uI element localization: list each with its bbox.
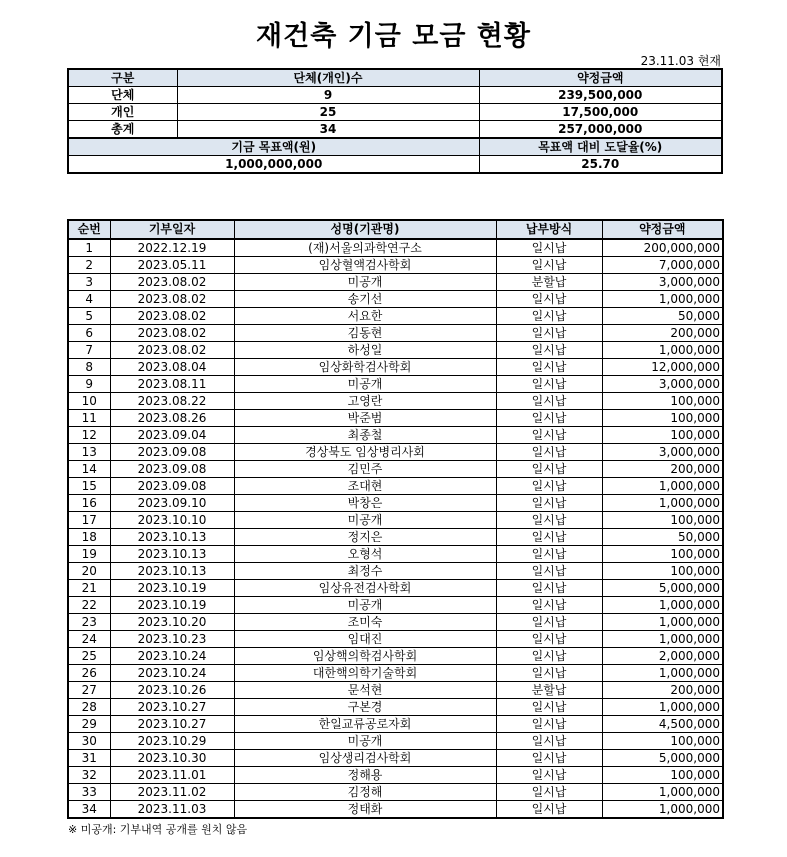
summary-header-category: 구분 [68,69,177,87]
donation-list-table [67,219,724,819]
footnote: ※ 미공개: 기부내역 공개를 원치 않음 [68,823,248,836]
row-name: 미공개 [234,376,496,393]
row-name: 오형석 [234,546,496,563]
row-name: 박창은 [234,495,496,512]
row-date: 2023.08.02 [110,342,234,359]
summary-row-individual [68,104,722,121]
table-row [68,512,723,529]
table-row [68,750,723,767]
row-no: 6 [68,325,110,342]
row-method: 일시납 [496,631,602,648]
table-row [68,427,723,444]
table-row [68,682,723,699]
row-name: 조미숙 [234,614,496,631]
table-row [68,563,723,580]
row-no: 23 [68,614,110,631]
row-no: 34 [68,801,110,819]
table-row [68,308,723,325]
row-date: 2023.05.11 [110,257,234,274]
row-no: 19 [68,546,110,563]
row-amount: 100,000 [602,512,723,529]
row-method: 분할납 [496,274,602,291]
row-date: 2023.09.04 [110,427,234,444]
row-date: 2023.09.08 [110,478,234,495]
row-method: 일시납 [496,393,602,410]
row-amount: 1,000,000 [602,784,723,801]
row-no: 10 [68,393,110,410]
row-name: 미공개 [234,733,496,750]
row-name: 경상북도 임상병리사회 [234,444,496,461]
row-method: 일시납 [496,699,602,716]
row-amount: 200,000,000 [602,239,723,257]
row-date: 2023.08.04 [110,359,234,376]
table-row [68,580,723,597]
row-method: 일시납 [496,325,602,342]
table-row [68,461,723,478]
row-method: 일시납 [496,716,602,733]
row-date: 2023.09.08 [110,444,234,461]
row-name: 최정수 [234,563,496,580]
row-no: 11 [68,410,110,427]
row-no: 7 [68,342,110,359]
row-date: 2023.10.13 [110,563,234,580]
goal-value: 1,000,000,000 [68,156,479,174]
row-method: 일시납 [496,648,602,665]
row-date: 2023.11.03 [110,801,234,819]
row-method: 일시납 [496,665,602,682]
as-of-date: 23.11.03 현재 [640,54,721,68]
row-date: 2023.10.19 [110,580,234,597]
row-method: 일시납 [496,427,602,444]
row-amount: 7,000,000 [602,257,723,274]
row-name: 박준범 [234,410,496,427]
row-method: 일시납 [496,733,602,750]
row-no: 5 [68,308,110,325]
row-no: 20 [68,563,110,580]
row-date: 2023.10.23 [110,631,234,648]
row-method: 일시납 [496,410,602,427]
row-name: 구본경 [234,699,496,716]
row-method: 일시납 [496,784,602,801]
row-name: 최종철 [234,427,496,444]
header-no: 순번 [68,220,110,239]
table-row [68,546,723,563]
summary-count: 25 [177,104,479,121]
rate-value: 25.70 [479,156,722,174]
row-no: 12 [68,427,110,444]
row-no: 4 [68,291,110,308]
row-amount: 1,000,000 [602,342,723,359]
row-no: 16 [68,495,110,512]
row-method: 일시납 [496,495,602,512]
row-no: 13 [68,444,110,461]
row-date: 2023.08.02 [110,274,234,291]
row-method: 일시납 [496,444,602,461]
row-amount: 100,000 [602,427,723,444]
row-amount: 100,000 [602,546,723,563]
row-method: 일시납 [496,376,602,393]
row-amount: 5,000,000 [602,580,723,597]
row-method: 일시납 [496,563,602,580]
row-amount: 4,500,000 [602,716,723,733]
row-no: 9 [68,376,110,393]
summary-category: 단체 [68,87,177,104]
table-row [68,529,723,546]
row-amount: 1,000,000 [602,665,723,682]
table-row [68,376,723,393]
row-no: 32 [68,767,110,784]
row-date: 2023.10.13 [110,546,234,563]
row-amount: 1,000,000 [602,631,723,648]
row-name: 조대현 [234,478,496,495]
row-amount: 12,000,000 [602,359,723,376]
row-no: 14 [68,461,110,478]
row-method: 일시납 [496,801,602,819]
row-no: 29 [68,716,110,733]
table-row [68,631,723,648]
row-no: 2 [68,257,110,274]
summary-row-group [68,87,722,104]
row-name: (재)서울의과학연구소 [234,239,496,257]
row-date: 2023.10.10 [110,512,234,529]
table-row [68,291,723,308]
table-row [68,665,723,682]
row-name: 임대진 [234,631,496,648]
row-date: 2023.08.02 [110,308,234,325]
row-amount: 2,000,000 [602,648,723,665]
table-row [68,648,723,665]
row-date: 2023.11.01 [110,767,234,784]
row-no: 17 [68,512,110,529]
row-no: 30 [68,733,110,750]
row-date: 2023.10.20 [110,614,234,631]
row-date: 2023.10.19 [110,597,234,614]
row-method: 일시납 [496,546,602,563]
table-row [68,342,723,359]
row-date: 2023.10.24 [110,665,234,682]
row-method: 일시납 [496,750,602,767]
row-name: 송기선 [234,291,496,308]
row-name: 김동현 [234,325,496,342]
row-amount: 3,000,000 [602,444,723,461]
row-no: 21 [68,580,110,597]
table-row [68,359,723,376]
header-method: 납부방식 [496,220,602,239]
row-amount: 1,000,000 [602,291,723,308]
row-date: 2023.08.11 [110,376,234,393]
row-name: 서요한 [234,308,496,325]
row-name: 미공개 [234,274,496,291]
row-no: 3 [68,274,110,291]
row-amount: 200,000 [602,682,723,699]
row-amount: 100,000 [602,733,723,750]
table-row [68,239,723,257]
row-name: 김정해 [234,784,496,801]
summary-header-count: 단체(개인)수 [177,69,479,87]
row-name: 임상화학검사학회 [234,359,496,376]
row-date: 2023.10.27 [110,699,234,716]
row-date: 2023.10.30 [110,750,234,767]
row-method: 일시납 [496,342,602,359]
row-name: 임상생리검사학회 [234,750,496,767]
row-date: 2023.10.29 [110,733,234,750]
row-date: 2023.08.26 [110,410,234,427]
table-row [68,733,723,750]
row-method: 일시납 [496,767,602,784]
row-method: 일시납 [496,597,602,614]
row-name: 정해용 [234,767,496,784]
row-amount: 3,000,000 [602,274,723,291]
row-date: 2023.08.02 [110,325,234,342]
row-amount: 1,000,000 [602,597,723,614]
row-amount: 50,000 [602,308,723,325]
summary-category: 총계 [68,121,177,139]
row-no: 27 [68,682,110,699]
summary-count: 9 [177,87,479,104]
row-amount: 100,000 [602,410,723,427]
row-amount: 50,000 [602,529,723,546]
table-row [68,801,723,819]
row-name: 정지은 [234,529,496,546]
row-no: 28 [68,699,110,716]
row-name: 김민주 [234,461,496,478]
table-row [68,325,723,342]
row-method: 일시납 [496,478,602,495]
summary-category: 개인 [68,104,177,121]
row-amount: 1,000,000 [602,614,723,631]
row-method: 일시납 [496,359,602,376]
row-amount: 200,000 [602,325,723,342]
row-no: 1 [68,239,110,257]
row-method: 일시납 [496,291,602,308]
row-name: 미공개 [234,512,496,529]
row-name: 한일교류공로자회 [234,716,496,733]
row-amount: 100,000 [602,767,723,784]
table-row [68,597,723,614]
summary-pledge: 17,500,000 [479,104,722,121]
row-amount: 1,000,000 [602,495,723,512]
row-name: 정태화 [234,801,496,819]
row-method: 일시납 [496,257,602,274]
table-row [68,699,723,716]
summary-pledge: 257,000,000 [479,121,722,139]
row-method: 일시납 [496,239,602,257]
row-date: 2023.09.10 [110,495,234,512]
table-row [68,444,723,461]
table-row [68,410,723,427]
row-method: 분할납 [496,682,602,699]
row-no: 15 [68,478,110,495]
summary-header-pledge: 약정금액 [479,69,722,87]
table-row [68,274,723,291]
row-method: 일시납 [496,614,602,631]
list-body [68,239,723,818]
row-no: 8 [68,359,110,376]
header-date: 기부일자 [110,220,234,239]
table-row [68,393,723,410]
summary-pledge: 239,500,000 [479,87,722,104]
table-row [68,495,723,512]
table-row [68,614,723,631]
row-amount: 200,000 [602,461,723,478]
rate-label: 목표액 대비 도달율(%) [479,138,722,156]
table-row [68,257,723,274]
row-name: 문석현 [234,682,496,699]
row-no: 25 [68,648,110,665]
row-amount: 3,000,000 [602,376,723,393]
row-amount: 5,000,000 [602,750,723,767]
row-name: 대한핵의학기술학회 [234,665,496,682]
header-amount: 약정금액 [602,220,723,239]
row-date: 2023.09.08 [110,461,234,478]
summary-header-row [68,69,722,87]
row-date: 2022.12.19 [110,239,234,257]
row-name: 임상유전검사학회 [234,580,496,597]
page-title: 재건축 기금 모금 현황 [256,21,531,52]
table-row [68,767,723,784]
table-row [68,716,723,733]
row-method: 일시납 [496,512,602,529]
row-date: 2023.10.24 [110,648,234,665]
header-name: 성명(기관명) [234,220,496,239]
row-amount: 100,000 [602,393,723,410]
row-method: 일시납 [496,308,602,325]
row-date: 2023.10.26 [110,682,234,699]
row-amount: 1,000,000 [602,801,723,819]
row-name: 임상혈액검사학회 [234,257,496,274]
row-no: 31 [68,750,110,767]
row-name: 하성일 [234,342,496,359]
row-date: 2023.08.22 [110,393,234,410]
summary-goal-header-row [68,138,722,156]
table-row [68,478,723,495]
row-method: 일시납 [496,461,602,478]
goal-label: 기금 목표액(원) [68,138,479,156]
row-no: 18 [68,529,110,546]
summary-row-total [68,121,722,139]
row-no: 33 [68,784,110,801]
summary-goal-row [68,156,722,174]
row-no: 26 [68,665,110,682]
row-amount: 100,000 [602,563,723,580]
row-no: 24 [68,631,110,648]
row-amount: 1,000,000 [602,478,723,495]
row-name: 임상핵의학검사학회 [234,648,496,665]
list-header-row [68,220,723,239]
row-date: 2023.11.02 [110,784,234,801]
row-name: 미공개 [234,597,496,614]
row-date: 2023.10.27 [110,716,234,733]
row-date: 2023.08.02 [110,291,234,308]
row-method: 일시납 [496,580,602,597]
summary-table [67,68,723,174]
table-row [68,784,723,801]
row-no: 22 [68,597,110,614]
summary-count: 34 [177,121,479,139]
row-method: 일시납 [496,529,602,546]
row-amount: 1,000,000 [602,699,723,716]
row-date: 2023.10.13 [110,529,234,546]
row-name: 고영란 [234,393,496,410]
